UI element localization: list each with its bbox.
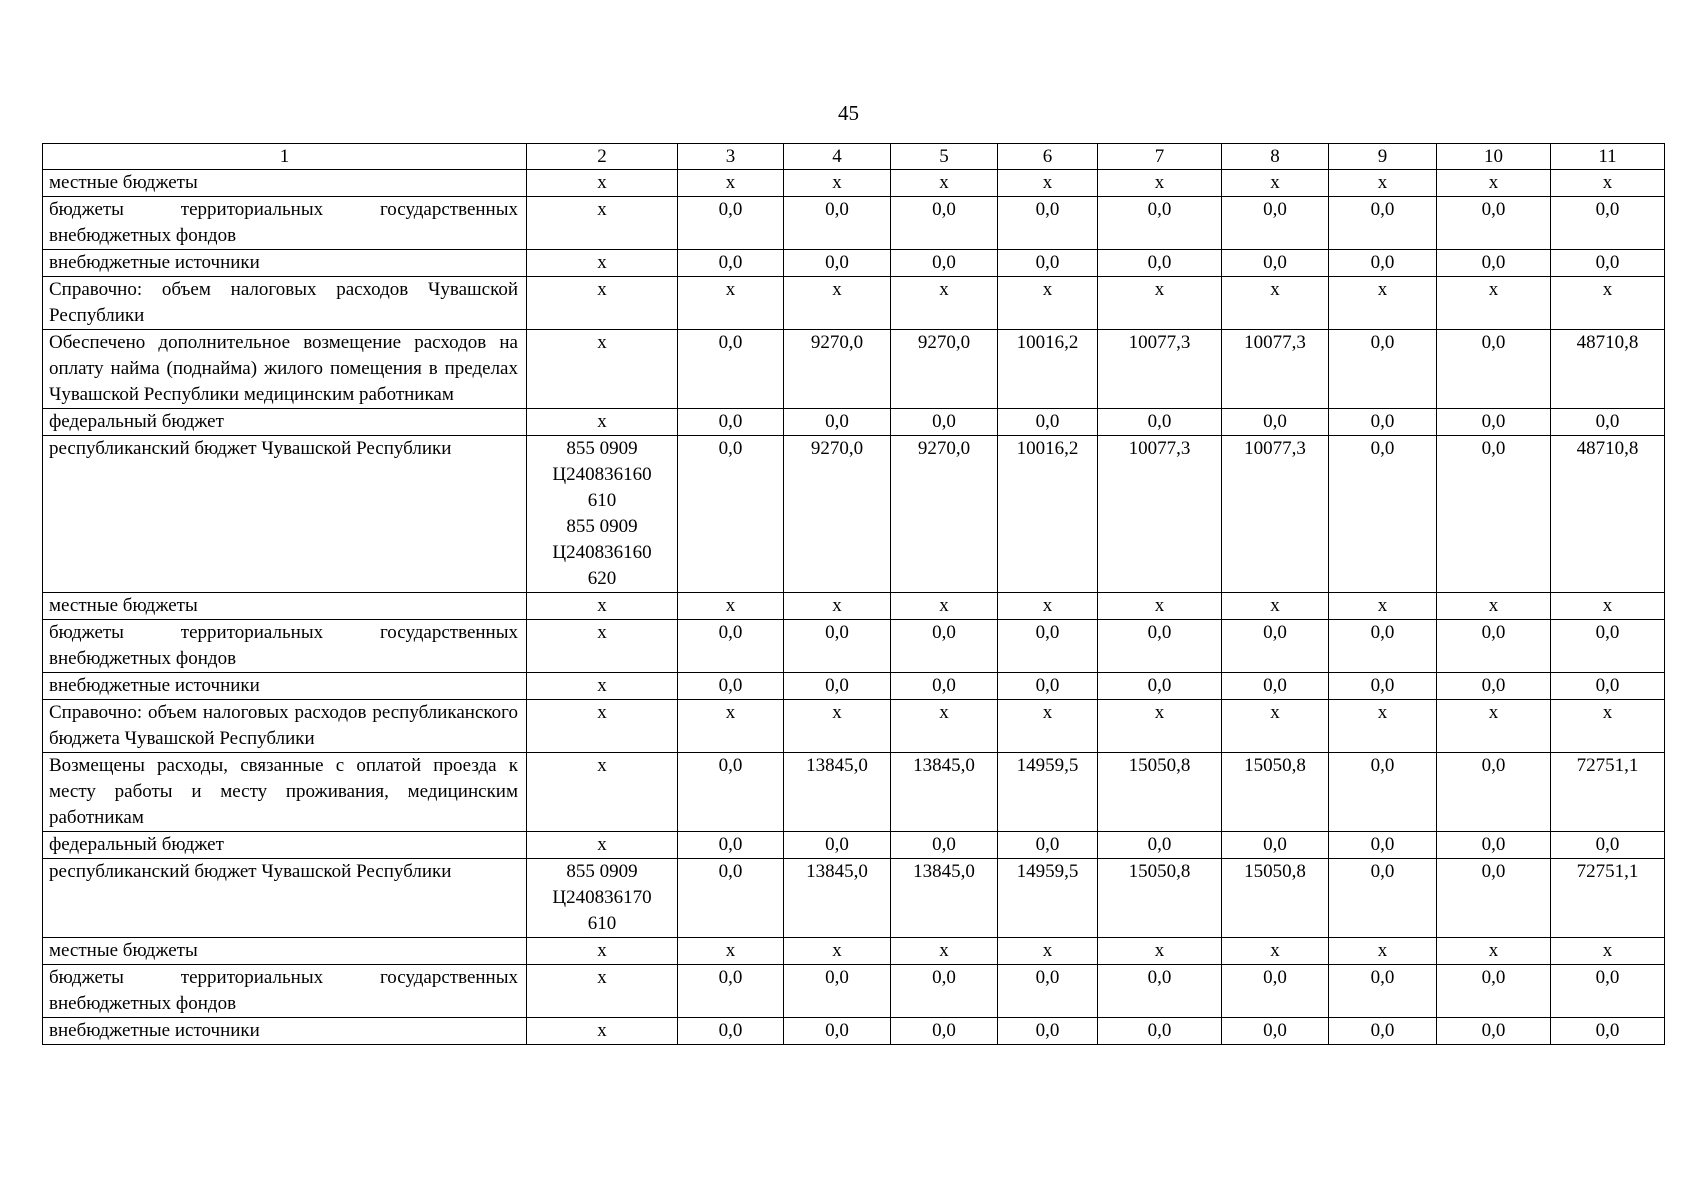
value-cell: x (1098, 593, 1222, 620)
value-cell: 0,0 (1551, 1018, 1665, 1045)
value-cell: 13845,0 (891, 753, 998, 832)
value-cell: x (1437, 170, 1551, 197)
value-cell: 0,0 (1551, 409, 1665, 436)
value-cell: 0,0 (1098, 965, 1222, 1018)
value-cell: 0,0 (998, 250, 1098, 277)
value-cell: 0,0 (891, 1018, 998, 1045)
value-cell: x (1098, 277, 1222, 330)
value-cell: 0,0 (891, 409, 998, 436)
table-row (43, 965, 1665, 1018)
value-cell: 0,0 (998, 832, 1098, 859)
value-cell: x (1551, 277, 1665, 330)
row-label: внебюджетные источники (43, 250, 527, 277)
value-cell: 0,0 (1329, 436, 1437, 593)
value-cell: 0,0 (1437, 409, 1551, 436)
value-cell: 0,0 (1222, 673, 1329, 700)
value-cell: 0,0 (1222, 197, 1329, 250)
value-cell: 0,0 (1437, 330, 1551, 409)
value-cell: 0,0 (1222, 832, 1329, 859)
value-cell: 0,0 (1098, 1018, 1222, 1045)
value-cell: x (678, 700, 784, 753)
value-cell: x (1222, 277, 1329, 330)
value-cell: 10077,3 (1098, 436, 1222, 593)
value-cell: x (1329, 700, 1437, 753)
value-cell: 0,0 (1098, 197, 1222, 250)
value-cell: 0,0 (1098, 620, 1222, 673)
row-label: Обеспечено дополнительное возмещение расходов на оплату найма (поднайма) жилого помещения в пределах Чувашской Республики медицинским работникам (43, 330, 527, 409)
value-cell: 0,0 (1329, 673, 1437, 700)
row-label: республиканский бюджет Чувашской Республики (43, 436, 527, 593)
column-number: 10 (1437, 144, 1551, 170)
value-cell: 0,0 (998, 620, 1098, 673)
table-row (43, 170, 1665, 197)
value-cell: x (784, 700, 891, 753)
value-cell: 0,0 (1329, 250, 1437, 277)
value-cell: 0,0 (1329, 1018, 1437, 1045)
value-cell: x (784, 277, 891, 330)
value-cell: 48710,8 (1551, 330, 1665, 409)
table-row (43, 673, 1665, 700)
value-cell: 0,0 (1551, 250, 1665, 277)
value-cell: 0,0 (1222, 965, 1329, 1018)
value-cell: 0,0 (1329, 330, 1437, 409)
budget-code: 855 0909 Ц240836160 610 855 0909 Ц240836160 620 (527, 436, 678, 593)
table-row (43, 1018, 1665, 1045)
value-cell: 0,0 (784, 620, 891, 673)
table-row (43, 250, 1665, 277)
value-cell: x (1437, 938, 1551, 965)
budget-code: x (527, 620, 678, 673)
value-cell: 10016,2 (998, 436, 1098, 593)
value-cell: x (1329, 277, 1437, 330)
value-cell: 0,0 (784, 197, 891, 250)
value-cell: 0,0 (998, 197, 1098, 250)
value-cell: x (1551, 938, 1665, 965)
value-cell: 13845,0 (891, 859, 998, 938)
value-cell: 9270,0 (891, 436, 998, 593)
value-cell: 72751,1 (1551, 859, 1665, 938)
value-cell: x (1098, 170, 1222, 197)
value-cell: x (678, 277, 784, 330)
value-cell: x (1098, 700, 1222, 753)
table-row (43, 436, 1665, 593)
value-cell: x (784, 593, 891, 620)
budget-code: x (527, 938, 678, 965)
value-cell: 0,0 (784, 965, 891, 1018)
value-cell: 0,0 (998, 965, 1098, 1018)
row-label: бюджеты территориальных государственных внебюджетных фондов (43, 965, 527, 1018)
value-cell: 9270,0 (891, 330, 998, 409)
budget-code: x (527, 277, 678, 330)
value-cell: 0,0 (1437, 436, 1551, 593)
value-cell: 0,0 (1437, 673, 1551, 700)
value-cell: x (891, 700, 998, 753)
value-cell: x (678, 593, 784, 620)
row-label: местные бюджеты (43, 170, 527, 197)
value-cell: x (1437, 593, 1551, 620)
value-cell: x (1222, 170, 1329, 197)
value-cell: 0,0 (678, 197, 784, 250)
value-cell: 0,0 (1329, 859, 1437, 938)
table-row (43, 409, 1665, 436)
value-cell: 0,0 (678, 250, 784, 277)
budget-code: x (527, 197, 678, 250)
value-cell: 0,0 (1329, 197, 1437, 250)
value-cell: 72751,1 (1551, 753, 1665, 832)
value-cell: x (1329, 170, 1437, 197)
budget-code: 855 0909 Ц240836170 610 (527, 859, 678, 938)
value-cell: x (784, 938, 891, 965)
table-row (43, 753, 1665, 832)
value-cell: 0,0 (678, 965, 784, 1018)
value-cell: x (1551, 170, 1665, 197)
value-cell: 0,0 (1551, 673, 1665, 700)
value-cell: 0,0 (678, 1018, 784, 1045)
budget-code: x (527, 409, 678, 436)
row-label: федеральный бюджет (43, 832, 527, 859)
value-cell: 0,0 (678, 409, 784, 436)
budget-table (42, 143, 1665, 1045)
value-cell: 10077,3 (1222, 330, 1329, 409)
column-number: 8 (1222, 144, 1329, 170)
value-cell: 0,0 (1222, 409, 1329, 436)
budget-code: x (527, 593, 678, 620)
value-cell: 15050,8 (1098, 753, 1222, 832)
column-number: 7 (1098, 144, 1222, 170)
value-cell: 0,0 (1329, 753, 1437, 832)
row-label: Справочно: объем налоговых расходов Чувашской Республики (43, 277, 527, 330)
value-cell: 0,0 (1551, 620, 1665, 673)
value-cell: 48710,8 (1551, 436, 1665, 593)
value-cell: 0,0 (678, 330, 784, 409)
value-cell: x (1551, 700, 1665, 753)
value-cell: x (998, 593, 1098, 620)
value-cell: x (678, 938, 784, 965)
value-cell: x (1222, 700, 1329, 753)
value-cell: x (998, 277, 1098, 330)
value-cell: x (1098, 938, 1222, 965)
table-row (43, 197, 1665, 250)
table-row (43, 938, 1665, 965)
row-label: бюджеты территориальных государственных внебюджетных фондов (43, 620, 527, 673)
value-cell: 0,0 (1437, 620, 1551, 673)
value-cell: x (1551, 593, 1665, 620)
value-cell: 0,0 (1551, 832, 1665, 859)
value-cell: x (1329, 593, 1437, 620)
value-cell: x (998, 700, 1098, 753)
table-row (43, 700, 1665, 753)
value-cell: 0,0 (1551, 197, 1665, 250)
value-cell: 0,0 (1437, 965, 1551, 1018)
budget-code: x (527, 832, 678, 859)
value-cell: 0,0 (678, 620, 784, 673)
value-cell: 0,0 (1329, 965, 1437, 1018)
value-cell: 0,0 (784, 832, 891, 859)
budget-code: x (527, 170, 678, 197)
value-cell: 0,0 (1329, 409, 1437, 436)
row-label: внебюджетные источники (43, 673, 527, 700)
value-cell: 0,0 (1098, 409, 1222, 436)
value-cell: x (998, 170, 1098, 197)
value-cell: 0,0 (678, 859, 784, 938)
column-number: 9 (1329, 144, 1437, 170)
value-cell: 9270,0 (784, 436, 891, 593)
value-cell: 0,0 (891, 620, 998, 673)
value-cell: x (1222, 593, 1329, 620)
value-cell: x (1437, 277, 1551, 330)
table-row (43, 859, 1665, 938)
value-cell: 0,0 (1437, 250, 1551, 277)
value-cell: 0,0 (1222, 620, 1329, 673)
column-number: 4 (784, 144, 891, 170)
budget-code: x (527, 1018, 678, 1045)
table-row (43, 832, 1665, 859)
value-cell: 14959,5 (998, 753, 1098, 832)
table-row (43, 277, 1665, 330)
value-cell: x (678, 170, 784, 197)
budget-code: x (527, 965, 678, 1018)
value-cell: 15050,8 (1222, 859, 1329, 938)
value-cell: x (1329, 938, 1437, 965)
column-number: 5 (891, 144, 998, 170)
row-label: внебюджетные источники (43, 1018, 527, 1045)
value-cell: x (891, 938, 998, 965)
budget-code: x (527, 700, 678, 753)
value-cell: 0,0 (678, 753, 784, 832)
value-cell: 9270,0 (784, 330, 891, 409)
value-cell: 0,0 (1437, 197, 1551, 250)
column-number: 11 (1551, 144, 1665, 170)
value-cell: 15050,8 (1098, 859, 1222, 938)
value-cell: 10077,3 (1098, 330, 1222, 409)
value-cell: 0,0 (1222, 250, 1329, 277)
column-number: 2 (527, 144, 678, 170)
value-cell: 0,0 (1437, 859, 1551, 938)
value-cell: x (1222, 938, 1329, 965)
value-cell: 15050,8 (1222, 753, 1329, 832)
value-cell: 0,0 (1222, 1018, 1329, 1045)
row-label: местные бюджеты (43, 593, 527, 620)
value-cell: 0,0 (1437, 832, 1551, 859)
value-cell: 0,0 (998, 673, 1098, 700)
column-number: 6 (998, 144, 1098, 170)
value-cell: 0,0 (784, 1018, 891, 1045)
value-cell: 0,0 (678, 673, 784, 700)
value-cell: 0,0 (891, 197, 998, 250)
page-number: 45 (838, 101, 859, 125)
row-label: бюджеты территориальных государственных внебюджетных фондов (43, 197, 527, 250)
value-cell: 0,0 (891, 673, 998, 700)
column-number: 3 (678, 144, 784, 170)
column-number: 1 (43, 144, 527, 170)
table-row (43, 593, 1665, 620)
value-cell: 0,0 (1329, 620, 1437, 673)
value-cell: 0,0 (784, 250, 891, 277)
budget-code: x (527, 753, 678, 832)
value-cell: 0,0 (678, 832, 784, 859)
table-row (43, 330, 1665, 409)
value-cell: x (891, 593, 998, 620)
row-label: местные бюджеты (43, 938, 527, 965)
value-cell: x (998, 938, 1098, 965)
value-cell: 0,0 (1098, 832, 1222, 859)
value-cell: 0,0 (1437, 753, 1551, 832)
row-label: Справочно: объем налоговых расходов республиканского бюджета Чувашской Республики (43, 700, 527, 753)
header-row (43, 144, 1665, 170)
value-cell: 10016,2 (998, 330, 1098, 409)
row-label: Возмещены расходы, связанные с оплатой проезда к месту работы и месту проживания, медицинским работникам (43, 753, 527, 832)
value-cell: 0,0 (1098, 250, 1222, 277)
value-cell: 10077,3 (1222, 436, 1329, 593)
value-cell: 0,0 (678, 436, 784, 593)
budget-code: x (527, 673, 678, 700)
value-cell: x (1437, 700, 1551, 753)
value-cell: 0,0 (891, 250, 998, 277)
value-cell: 0,0 (998, 1018, 1098, 1045)
value-cell: 0,0 (998, 409, 1098, 436)
value-cell: x (891, 170, 998, 197)
value-cell: 13845,0 (784, 859, 891, 938)
value-cell: x (891, 277, 998, 330)
budget-code: x (527, 250, 678, 277)
table-row (43, 620, 1665, 673)
value-cell: 0,0 (1551, 965, 1665, 1018)
row-label: республиканский бюджет Чувашской Республики (43, 859, 527, 938)
value-cell: 0,0 (891, 965, 998, 1018)
value-cell: 0,0 (1098, 673, 1222, 700)
value-cell: 14959,5 (998, 859, 1098, 938)
value-cell: 0,0 (784, 673, 891, 700)
row-label: федеральный бюджет (43, 409, 527, 436)
value-cell: 0,0 (891, 832, 998, 859)
value-cell: 0,0 (1329, 832, 1437, 859)
value-cell: 13845,0 (784, 753, 891, 832)
value-cell: 0,0 (784, 409, 891, 436)
value-cell: x (784, 170, 891, 197)
value-cell: 0,0 (1437, 1018, 1551, 1045)
budget-code: x (527, 330, 678, 409)
